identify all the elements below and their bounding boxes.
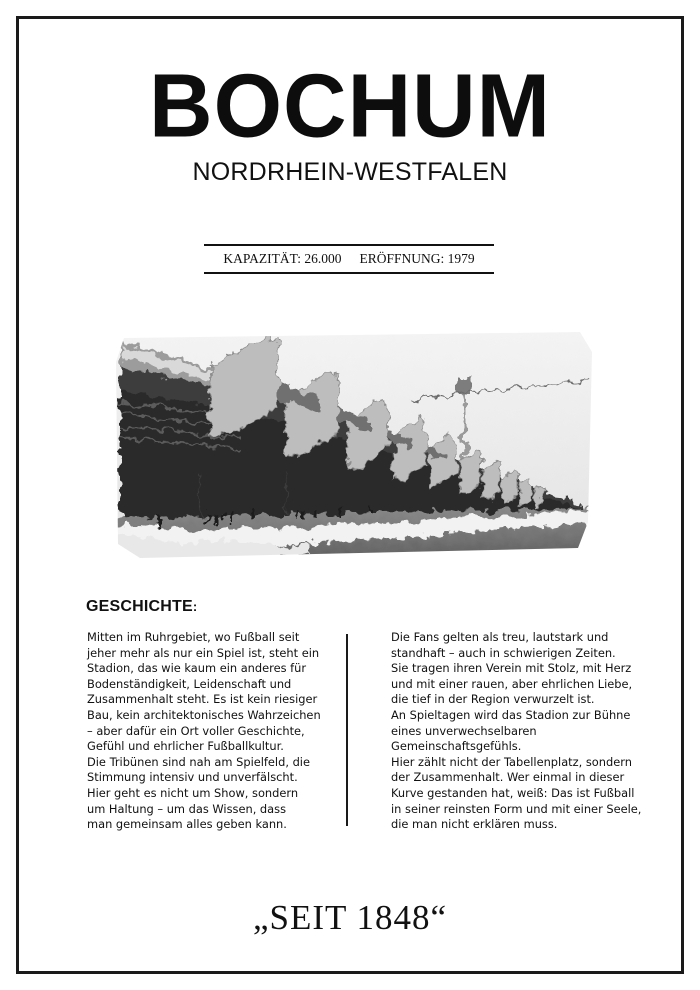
history-left-line: jeher mehr als nur ein Spiel ist, steht ein: [87, 645, 320, 660]
history-left-line: Bodenständigkeit, Leidenschaft und: [87, 676, 292, 691]
history-left-line: Mitten im Ruhrgebiet, wo Fußball seit: [87, 630, 300, 644]
history-heading-colon: :: [192, 599, 198, 614]
opening-label: ERÖFFNUNG: 1979: [359, 251, 475, 266]
history-left-column: [87, 630, 367, 833]
history-right-line: Die Fans gelten als treu, lautstark und: [391, 630, 609, 644]
capacity-label: KAPAZITÄT: 26.000: [223, 251, 342, 266]
stadium-facts-bar: [204, 244, 494, 274]
history-heading: [86, 598, 197, 616]
history-left-line: um Haltung – um das Wissen, dass: [87, 801, 287, 816]
history-left-line: Stadion, das wie kaum ein anderes für: [87, 661, 307, 676]
history-left-line: – aber dafür ein Ort voller Geschichte,: [87, 723, 305, 738]
history-right-line: Sie tragen ihren Verein mit Stolz, mit Herz: [391, 661, 632, 676]
history-right-line: in seiner reinsten Form und mit einer Seele,: [391, 801, 642, 816]
history-left-line: Stimmung intensiv und unverfälscht.: [87, 770, 298, 785]
motto-text: „SEIT 1848“: [252, 898, 448, 937]
history-right-line: standhaft – auch in schwierigen Zeiten.: [391, 645, 616, 660]
history-right-column: [391, 630, 671, 833]
history-left-line: man gemeinsam alles geben kann.: [87, 817, 287, 832]
city-title: BOCHUM: [149, 55, 551, 156]
history-left-line: Bau, kein architektonisches Wahrzeichen: [87, 707, 321, 722]
history-right-line: und mit einer rauen, aber ehrlichen Liebe,: [391, 676, 633, 691]
stadium-photo: [110, 322, 600, 568]
history-right-line: Hier zählt nicht der Tabellenplatz, sondern: [391, 754, 632, 769]
history-heading-text: GESCHICHTE: [86, 598, 193, 615]
history-right-line: die tief in der Region verwurzelt ist.: [391, 692, 595, 707]
history-left-line: Zusammenhalt steht. Es ist kein riesiger: [87, 692, 318, 707]
history-left-line: Hier geht es nicht um Show, sondern: [87, 785, 299, 800]
region-subtitle: NORDRHEIN-WESTFALEN: [192, 158, 508, 186]
history-right-line: An Spieltagen wird das Stadion zur Bühne: [391, 707, 631, 722]
history-right-line: Gemeinschaftsgefühls.: [391, 739, 522, 754]
column-divider: [346, 634, 348, 826]
history-right-line: die man nicht erklären muss.: [391, 817, 558, 832]
history-left-line: Gefühl und ehrlicher Fußballkultur.: [87, 739, 284, 754]
history-left-line: Die Tribünen sind nah am Spielfeld, die: [87, 754, 310, 769]
history-right-line: eines unverwechselbaren: [391, 723, 537, 738]
history-right-line: der Zusammenhalt. Wer einmal in dieser: [391, 770, 625, 785]
history-right-line: Kurve gestanden hat, weiß: Das ist Fußball: [391, 785, 635, 800]
